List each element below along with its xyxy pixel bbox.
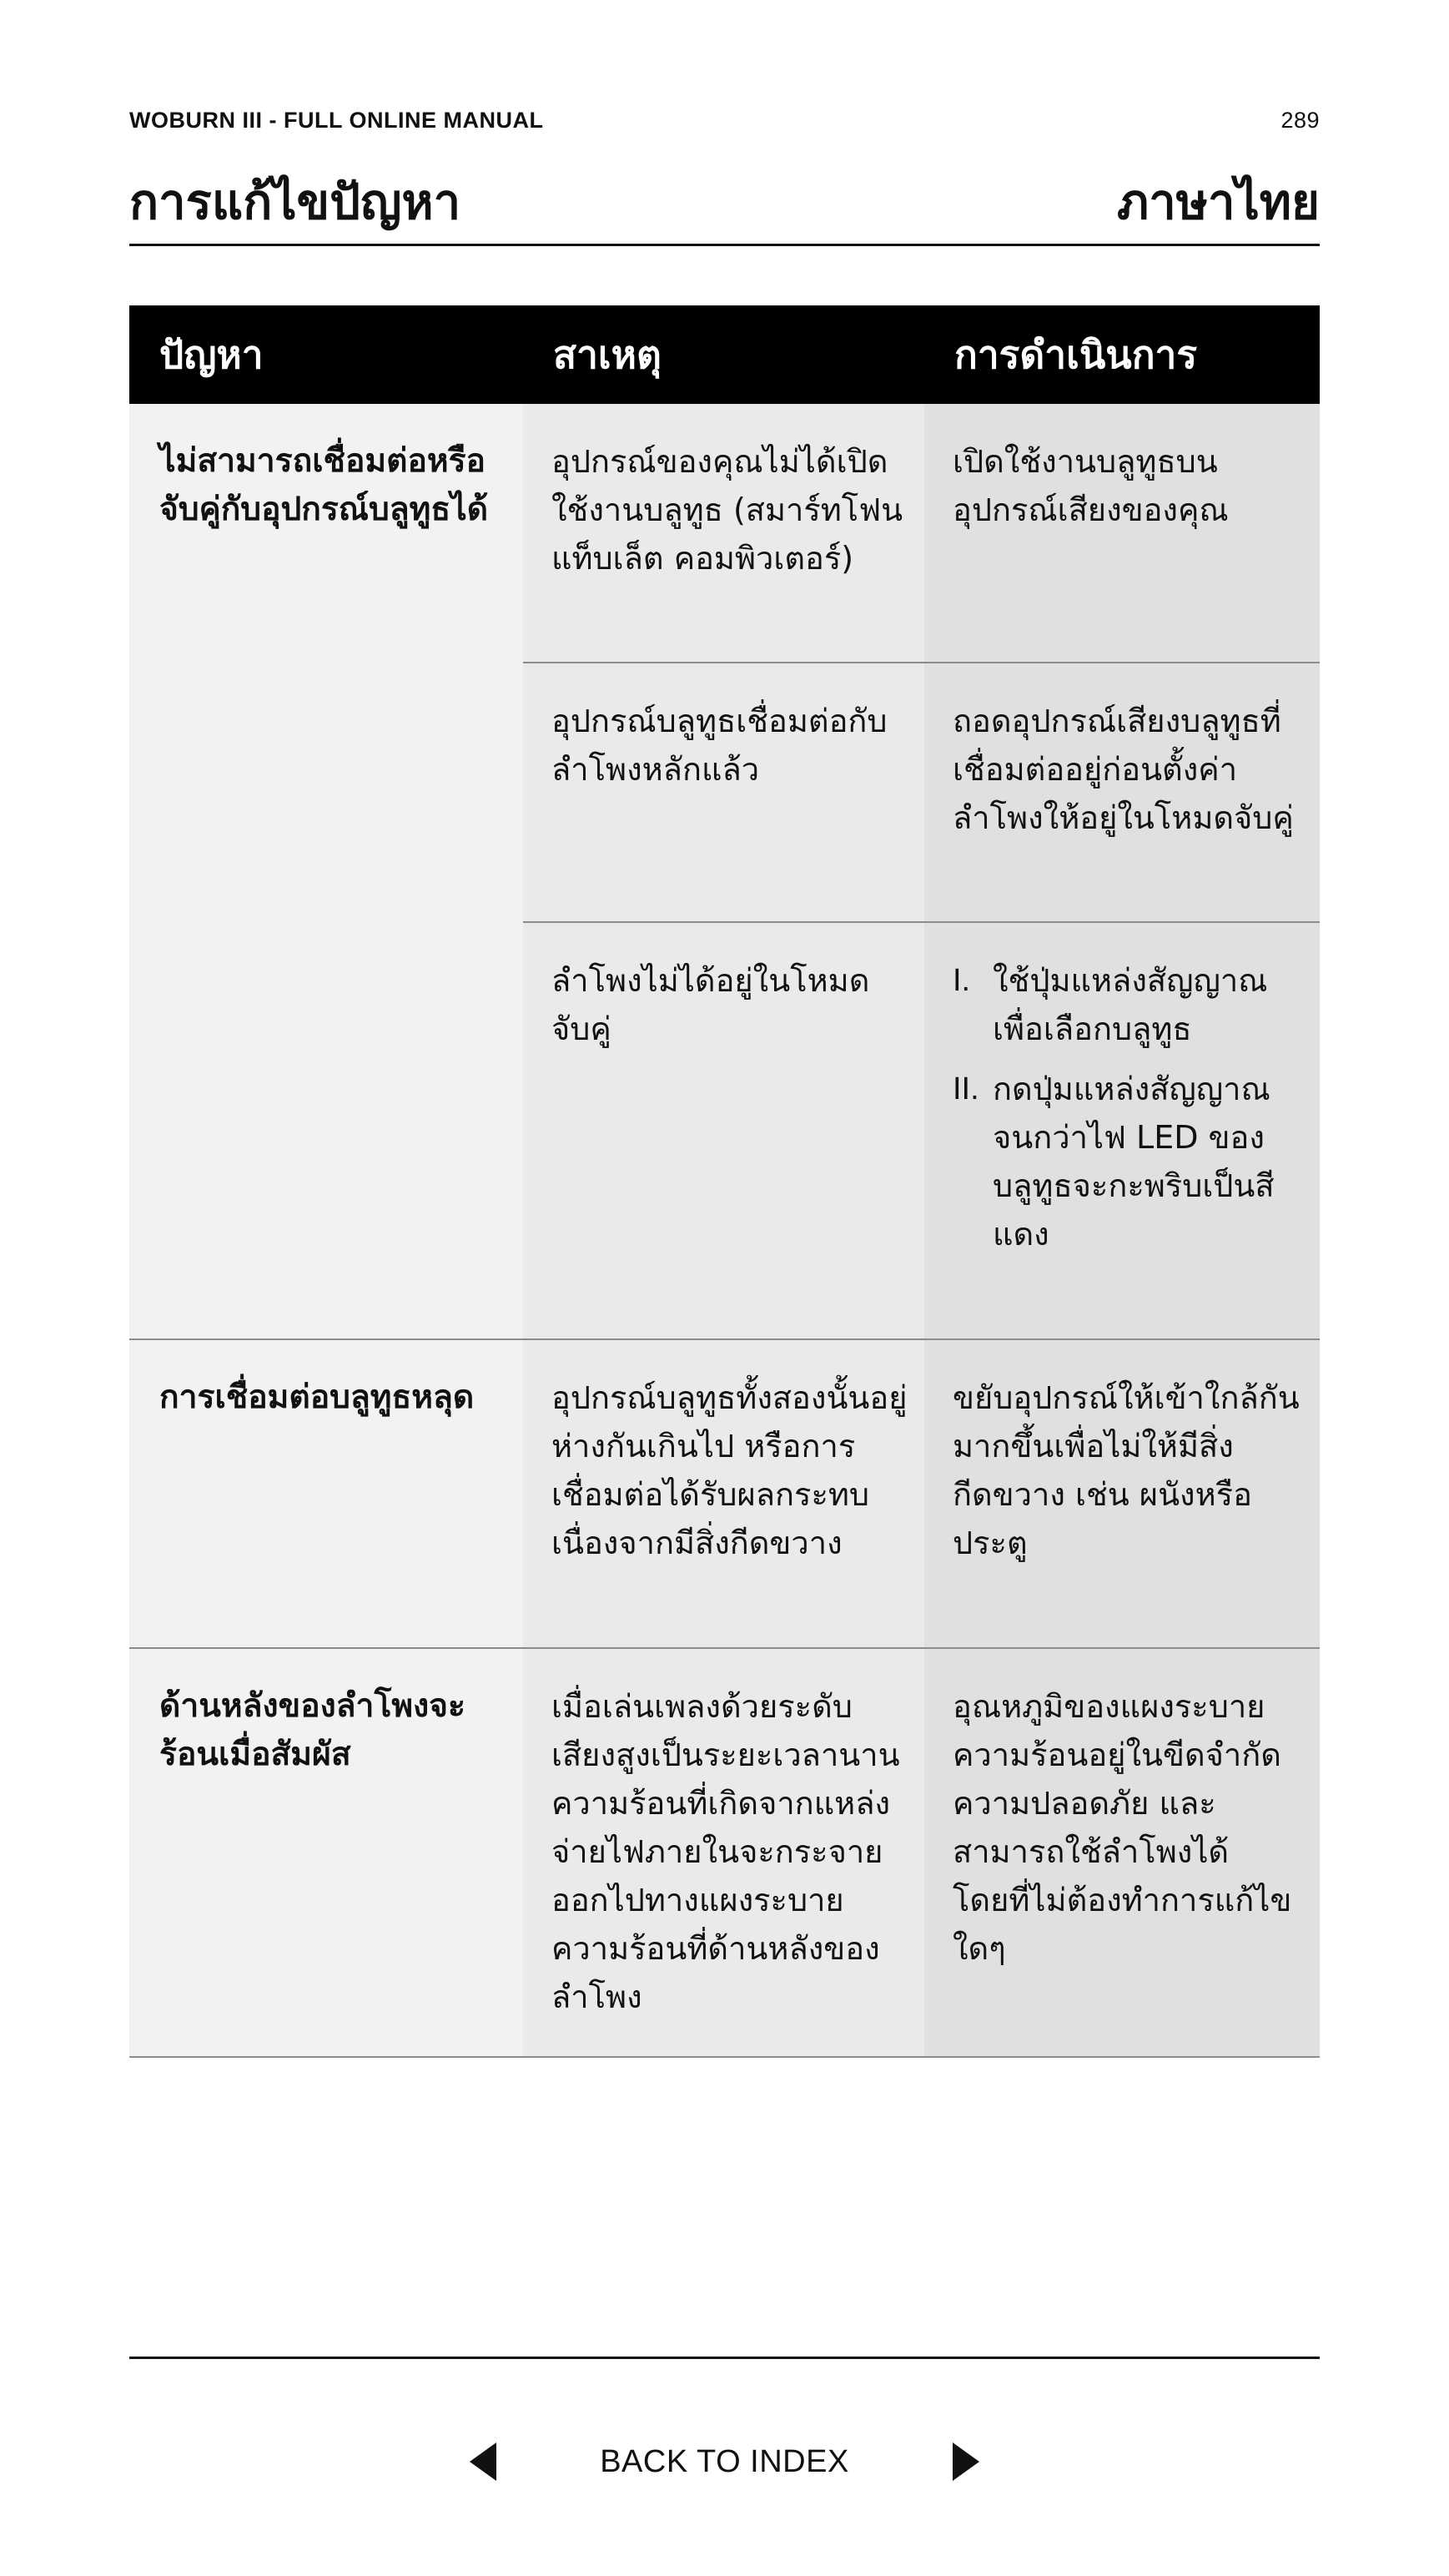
action-cell: ถอดอุปกรณ์เสียงบลูทูธที่เชื่อมต่ออยู่ก่อนตั้งค่าลำโพงให้อยู่ในโหมดจับคู่ [924,663,1320,921]
problem-group-speaker-hot [129,1649,1320,2058]
step-item [953,1065,1303,1258]
cause-action-rows [523,1340,1320,1647]
action-cell: เปิดใช้งานบลูทูธบนอุปกรณ์เสียงของคุณ [924,404,1320,662]
step-list [953,956,1303,1258]
step-item [953,956,1303,1053]
action-cell [924,923,1320,1338]
language-label: ภาษาไทย [1117,173,1320,230]
problem-group-bluetooth-drop [129,1340,1320,1649]
cause-cell: ลำโพงไม่ได้อยู่ในโหมดจับคู่ [523,923,924,1338]
table-header-row [129,305,1320,404]
manual-title: WOBURN III - FULL ONLINE MANUAL [129,107,544,133]
back-to-index-link[interactable]: BACK TO INDEX [600,2443,849,2479]
section-title: การแก้ไขปัญหา [129,173,461,230]
action-cell: ขยับอุปกรณ์ให้เข้าใกล้กันมากขึ้นเพื่อไม่ให้มีสิ่งกีดขวาง เช่น ผนังหรือประตู [924,1340,1320,1647]
troubleshooting-table [129,305,1320,2058]
cause-cell: เมื่อเล่นเพลงด้วยระดับเสียงสูงเป็นระยะเวลานาน ความร้อนที่เกิดจากแหล่งจ่ายไฟภายในจะกระจายออกไปทางแผงระบายความร้อนที่ด้านหลังของลำโพง [523,1649,924,2056]
problem-group-bluetooth-pairing [129,404,1320,1340]
table-row [523,1649,1320,2056]
table-row [523,1340,1320,1647]
table-row [523,662,1320,921]
cause-cell: อุปกรณ์บลูทูธทั้งสองนั้นอยู่ห่างกันเกินไป หรือการเชื่อมต่อได้รับผลกระทบเนื่องจากมีสิ่งกีดขวาง [523,1340,924,1647]
header-action: การดำเนินการ [954,331,1198,377]
footer-divider [129,2357,1320,2359]
header-cause: สาเหตุ [553,331,662,377]
table-row [523,404,1320,662]
cause-cell: อุปกรณ์ของคุณไม่ได้เปิดใช้งานบลูทูธ (สมาร์ทโฟน แท็บเล็ต คอมพิวเตอร์) [523,404,924,662]
cause-action-rows [523,404,1320,1338]
footer-navigation [0,2437,1449,2487]
running-header [129,103,1320,137]
cause-cell: อุปกรณ์บลูทูธเชื่อมต่อกับลำโพงหลักแล้ว [523,663,924,921]
table-row [523,921,1320,1338]
previous-page-arrow-icon[interactable] [470,2442,496,2481]
problem-cell: การเชื่อมต่อบลูทูธหลุด [129,1340,523,1647]
next-page-arrow-icon[interactable] [953,2442,979,2481]
step-number: I. [953,963,971,998]
section-header [129,164,1320,239]
cause-action-rows [523,1649,1320,2056]
page-number: 289 [1280,107,1320,133]
step-number: II. [953,1071,979,1107]
step-text: กดปุ่มแหล่งสัญญาณจนกว่าไฟ LED ของบลูทูธจะกะพริบเป็นสีแดง [993,1071,1275,1253]
problem-cell: ด้านหลังของลำโพงจะร้อนเมื่อสัมผัส [129,1649,523,2056]
header-divider [129,244,1320,246]
header-problem: ปัญหา [159,331,264,377]
problem-cell: ไม่สามารถเชื่อมต่อหรือจับคู่กับอุปกรณ์บลูทูธได้ [129,404,523,1338]
action-cell: อุณหภูมิของแผงระบายความร้อนอยู่ในขีดจำกัดความปลอดภัย และสามารถใช้ลำโพงได้โดยที่ไม่ต้องทำการแก้ไขใดๆ [924,1649,1320,2056]
step-text: ใช้ปุ่มแหล่งสัญญาณเพื่อเลือกบลูทูธ [993,962,1268,1047]
